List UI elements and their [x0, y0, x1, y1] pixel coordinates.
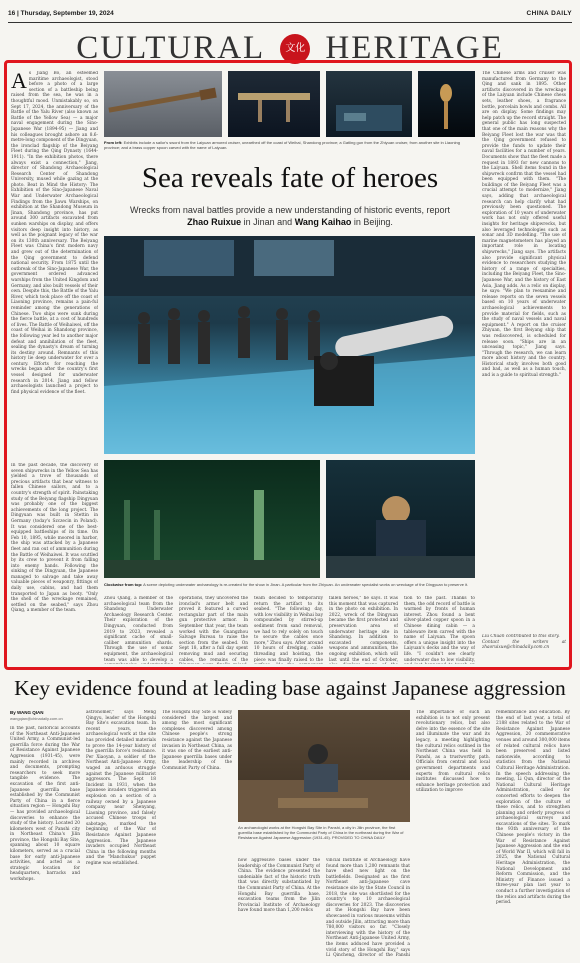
feature-column-1: [11, 71, 98, 461]
top-caption-lead: From left:: [104, 140, 123, 145]
header-rule: [8, 22, 572, 23]
article2-column-3: [162, 710, 232, 958]
sword-photo: [104, 71, 222, 137]
feature-column-8-text: The Chinese arms and cruiser was manufactured from Germany to the Qing and sank in 1895. Other artifacts discovered in the wreckage of the Laiyuan include Chinese chess sets, leather shoes, a fragrance bottle, porcelain bowls and combs. All are on display. Some findings may help patch up the record straight. The general public has long suspected that one of the main reasons why the Beiyang Fleet lost the war was that the Qing government refused to provide the funds to update their naval facilities for a number of years. Documents show that the fleet made a request in 1893 for new cannons to the Laiyuan. Shell items found in the shipwreck confirm that the vessel had been equipped with them. "The buildings of the Beiyang Fleet was a crucial attempt to modernize," Jiang says, adding that archaeological research can help clarify what had previously been questioned. The exploration of 10 years of underwater work has not only offered useful insights for heritage shipwrecks, but also leveraged technologies such as sonar and 3D modelling. "The use of marine magnetometers has played an important role in locating shipwrecks," Jiang says. The artifacts also provide significant physical evidence to researchers studying the history of a range of specialties, including the Beiyang Fleet, the Sino-Japanese War, and the history of East Asia, Jiang adds. As a relic on display, he says: "We plan to reexamine and release reports on the seven vessels based on 10 years of underwater archaeological achievements to provide material for fields, such as the study of naval vessels and naval equipment." A report on the cruiser Zhiyuan, the first Beiyang ship that was rediscovered, is scheduled for release soon. "Ships are in an unceasing topic," Jiang says. "Through the research, we can learn more about history and the country. Historical study involves both good and bad, as well as a human touch, and is a guide to spiritual strength.": [482, 71, 566, 379]
feature-column-4-text: operations, they uncovered the ironclad's armor belt and proved it featured a curved rectangular part of the main gun protective armor. In September that year, the team worked with the Guangzhou Salvage Bureau to raise the section from the seabed. On Sept 18, after a full day spent removing mud and securing cables, the remains of the: [179, 596, 248, 663]
article2-column-5: [326, 858, 410, 958]
feature-column-3-text: Zhou Qiang, a member of the archaeological team from the Shandong Underwater Archaeology Research Center. Their exploration of the Dingyuan, conducted from 2019 to 2023, revealed a significant cache of small-caliber ammunition shards. Through the use of sonar equipment, the archaeological team was able to develop a: [104, 596, 173, 663]
feature-column-3: [104, 596, 173, 664]
feature-column-5: [254, 596, 323, 664]
article2-byline-block: [10, 710, 80, 721]
exhibition-photo: [104, 236, 475, 454]
article2-column-3-text: The Hongshi Bay Site is widely considered the largest and among the most significant complexes discovered among Chinese people's strong resistance against the Japanese invasion in Northeast China, as it was one of the earliest anti-Japanese guerrilla bases under the leadership of the Communist Party of China.: [162, 710, 232, 771]
top-caption-text: Exhibits include a sailor's sword from the Laiyuan armored cruiser, unearthed off the coast of Weihai, Shandong province; a Gatling gun from the Zhiyuan cruiser, from another site in Liaoning province; and a brass copper spoon carved with the name of Laiyuan.: [104, 140, 460, 150]
article2-column-1-text: In the past, historical accounts of the Northeast Anti-Japanese United Army, a Communist-led guerrilla force during the War of Resistance Against Japanese Aggression (1931-45), were mainly recorded in archives and documents, prompting researchers to seek more tangible evidence. The excavation of the first anti-Japanese guerrilla base established by the Communist Party of China in a fierce situation region — Hongshi Bay — has provided archaeological discoveries to enhance the study of the history. Located 20 kilometers west of Panshi city in Northeast China's Jilin province, the Hongshi Bay Site, spanning about 10 square kilometers, served as a crucial base for early anti-Japanese activities, and acted as a strategic location for headquarters, barracks and workshops.: [10, 726, 80, 883]
spoon-photo: [418, 71, 475, 137]
feature-deck: [130, 205, 450, 228]
sword-illustration: [104, 71, 222, 137]
feature-column-7-text: tion to the past. Thanks to them, the odd record of battle is warmed by fronts of human interest. Zhou found a bent silver-plated copper spoon in a Chinese dining cabin — a tableware item carved with the name of Laiyuan. The spoon offers a unique insight into the Laiyuan's decks and the way of life. "I couldn't see clearly underwater due to low visibility,: [404, 596, 475, 663]
feature-column-8: [482, 71, 566, 631]
feature-column-2: [11, 463, 98, 663]
exhibition-scene-illustration: [104, 236, 475, 454]
feature-column-6-text: fallen heroes," he says. It was this moment that was captured in the photo on exhibition. In 2022, wreck of the Dingyuan became the first protected and preservation area of underwater heritage site in Shandong. In addition to excavated components, weapons and ammunition, the ongoing exhibition, which will last until the end of October,: [329, 596, 398, 663]
display-case-illustration: [326, 71, 412, 137]
feature-column-5-text: team decided to temporarily return the artifact to its seabed. "The following day, with low visibility in Weihai bay compounded by stirred-up sediment from sand removal, we had to rely solely on touch to secure the cables once more," Zhou says. After around 10 hours of dredging, cable threading and hoisting, the piece was finally raised to the: [254, 596, 323, 663]
top-photos-caption: [104, 140, 475, 150]
article2-column-6: [416, 710, 490, 958]
section-title-right: HERITAGE: [325, 30, 504, 66]
deck-mid: in Jinan and: [243, 216, 293, 227]
feature-credits: [482, 634, 566, 664]
mid-caption-text: A scene depicting underwater archaeology is re-created for the show in Jinan. A particular from the Zhiyuan. An underwater specialist works on wreckage of the Dingyuan to preserve it.: [143, 582, 469, 587]
diver-illustration: [326, 460, 475, 578]
archaeologist-photo: [238, 710, 410, 822]
article2-column-4-text: now aggressive bases under the leadership of the Communist Party of China. The evidence presented the undeniable fact of the historic truth that was directly substantiated by the Communist Party of China. At the Hongshi Bay guerrilla base, excavation teams from the Jilin Provincial Institute of Archaeology have found more than 1,200 relics: [238, 858, 320, 914]
source-note: Liu Chuan contributed to this story.: [482, 634, 560, 639]
article2-email: wangqian@chinadaily.com.cn: [10, 716, 63, 721]
section-title-left: CULTURAL: [76, 30, 266, 66]
underwater-wreck-photo: [104, 460, 320, 578]
feature-column-2-text: In the past decade, the discovery of seven shipwrecks in the Yellow Sea has yielded a trove of thousands of precious artifacts that bear witness to fallen Chinese sailors, and to a country's strength of spirit. Painstaking study of the Beiyang flagship Dingyuan was probably one of the biggest achievements of the long project. The Dingyuan was built in Stettin in Germany (today's Szczecin in Poland). It was considered one of the best-equipped battleships of its time. On Feb 10, 1895, while moored in harbor, the ship was attacked by a Japanese fleet and ran out of ammunition during the Battle of Weihaiwei. It was scuttled by its crew to prevent it from falling into enemy hands. Following the sinking of the Dingyuan, the Japanese managed to salvage and take away valuable pieces of weaponry, fittings of daily use, cabins, and had them transported to Japan as booty. "Only the shell of the wreckage remained, settled on the seabed," says Zhou Qiang, a member of the team.: [11, 463, 98, 614]
mid-photos-caption: [104, 582, 475, 587]
article2-column-7: [496, 710, 570, 958]
display-case-photo: [326, 71, 412, 137]
feature-column-1-text: s Jiang Bo, an esteemed maritime archaeologist, stood before a photo of a large section of a battleship being raised from the sea, he was in a thoughtful mood. Unmistakably so, on Sept 17, 2024, the anniversary of the Battle of the Yalu River (also known as Battle of the Yellow Sea) — a major naval engagement during the Sino-Japanese War (1894-95) — Jiang and his colleagues brought ashore an 8.6-metre-long component of the Dingyuan, the ironclad flagship of the Beiyang Fleet during the Qing Dynasty (1644-1911). "In the exhibition photos, there always exist a connection," Jiang, director of Shandong Archaeological Research Center of Shandong University, mused while gazing at the photo. Beat in Mind the History: The Exhibition of the Sino-Japanese Naval War and Underwater Archaeological Findings from the Jiawu Warships, on exhibition at the Shandong Museum in Jinan, Shandong province, has put around 300 artifacts excavated from sunken warships on display, and offers visitors deep insight into history, as well as the poignant legacy of the war on its 130th anniversary. The Beiyang Fleet was China's first modern navy and grew out of the determination of the Qing government to defend national security. From 1875 until the outbreak of the Sino-Japanese War, the government ordered advanced warships from the United Kingdom and Germany, and also built vessels of their own. Despite this, the Battle of the Yalu River, which took place off the coast of Liaoning province, remains a pain-ful reminder among the generations of Chinese. Two ships were sunk during the fierce battle, at a cost of hundreds of lives. The Battle of Weihaiwei, off the coast of Weihai in Shandong province, the following year led to another major defeat and annihilation of the fleet, sealing the dynasty's dream of turning its destiny around. Remnants of this history lie deep underwater for over a century. Efforts for reaching the wrecks began after the country's first vessel designed for underwater research in 2014. Jiang and fellow archaeologists launched a project to find physical evidence of the fleet.: [11, 71, 98, 395]
deck-end: in Beijing.: [353, 216, 393, 227]
feature-column-4: [179, 596, 248, 664]
gatling-gun-photo: [228, 71, 320, 137]
article2-photo-caption: An archaeologist works at the Hongshi Bay Site in Panshi, a city in Jilin province, the first guerrilla base established by the Communist Party of China in the northeast during the War of Resistance Against Japanese Aggression (1931-45). PROVIDED TO CHINA DAILY: [238, 825, 404, 840]
article2-column-6-text: The importance of such an exhibition is to not only present revolutionary relics, but also delve into the essence of the site and illuminate the war and its legacy, a meeting highlighting the cultural relics outlined in the Northeast China was held in Panshi, as a trustworthy path. Officials from central and local government departments and experts from cultural relics institutes discussed how to enhance heritage protection and utilization to improve: [416, 710, 490, 794]
article2-column-4: [238, 858, 320, 958]
page-info: 16 | Thursday, September 19, 2024: [8, 10, 114, 17]
deck-author-1: Zhao Ruixue: [187, 216, 242, 227]
seal-logo-icon: 文化: [280, 34, 310, 64]
publication-name: CHINA DAILY: [526, 10, 572, 17]
feature-column-7: [404, 596, 475, 664]
archaeologist-illustration: [238, 710, 410, 822]
feature-column-6: [329, 596, 398, 664]
deck-author-2: Wang Kaihao: [294, 216, 352, 227]
article2-headline: Key evidence found at leading base against Japanese aggression: [14, 676, 566, 700]
article2-byline: By WANG QIAN: [10, 710, 44, 715]
drop-cap: A: [11, 71, 27, 93]
underwater-wreck-illustration: [104, 460, 320, 578]
article2-column-2: [86, 710, 156, 958]
contact-line: Contact the writers at zhaoruixue@chinadaily.com.cn: [482, 639, 566, 651]
article2-column-7-text: remembrance and education. By the end of last year, a total of 2188 sites related to the War of Resistance Against Japanese Aggression, 20 commemorative venues and around 300,000 items of related cultural relics have been preserved and listed nationwide, according to statistics from the National Cultural Heritage Administration. In the speech addressing the meeting, Li Qun, director of the National Cultural Heritage Administration, called for concerted efforts to deepen the exploration of the culture of these relics, and to strengthen planning and orderly progress of archaeological surveys and excavations of the sites. To mark the 93th anniversary of the Chinese people's victory in the War of Resistance Against Japanese Aggression and the end of World War II, which will fall in 2025, the National Cultural Heritage Administration, the National Development and Reform Commission, and the Ministry of Finance issued a three-year plan last year to conduct a further investigation of the relics and artifacts during the period.: [496, 710, 570, 906]
article2-column-5-text: vincial Institute of Archaeology have found more than 1,200 remnants that have shed new light on the battlefields. Designated as the first Northeast anti-Japanese cave resistance site by the State Council in 2018, the site was shortlisted for the country's top 10 archaeological discoveries for 2023. The discoveries at the Hongshi Bay have been showcased in various museums within and outside Jilin, attracting more than 780,000 visitors so far. "Closely interviewing with the history of the Northeast Anti-Japanese United Army, the items adduced have provided a vivid story of the Hongshi Bay," says Li Qincheng, director of the Panshi: [326, 858, 410, 958]
feature-headline: Sea reveals fate of heroes: [141, 162, 439, 194]
diver-photo: [326, 460, 475, 578]
gatling-gun-illustration: [228, 71, 320, 137]
article2-column-1: [10, 726, 80, 958]
mid-caption-lead: Clockwise from top:: [104, 582, 143, 587]
deck-text: Wrecks from naval battles provide a new understanding of historic events, report: [130, 205, 450, 215]
spoon-illustration: [418, 71, 475, 137]
article2-column-2-text: astronomer," says Meng Qingyu, leader of the Hongshi Bay Site's excavation team. In recent years, the archaeological work at the site has provided detailed materials to prove the 14-year history of the guerrilla force's resistance. Per Xiaoyan, a soldier of the Northeast Anti-Japanese Army, waged an arduous struggle against the Japanese militarist aggressors. The Sept 18 Incident in 1931, when the Japanese invaders triggered an explosion on a section of a railway owned by a Japanese company near Shenyang, Liaoning province, and falsely accused Chinese troops of sabotage, marked the beginning of the War of Resistance Against Japanese Aggression. The Japanese invaders occupied Northeast China in the following months and the "Manchukuo" puppet regime was established.: [86, 710, 156, 867]
